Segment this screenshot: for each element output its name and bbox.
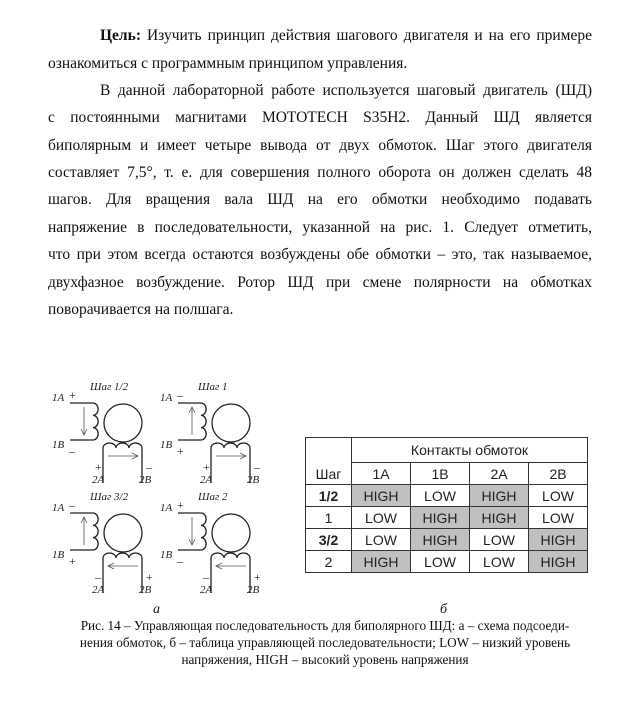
polarity-sign: + — [146, 570, 153, 584]
text-line: двухфазное возбуждение. Ротор ШД при смене полярности на обмотках — [48, 274, 592, 291]
text-line: что при этом всегда остаются возбуждены обе обмотки – это, так называемое, — [48, 246, 592, 263]
step-diagram — [160, 381, 261, 486]
step-header: Шаг — [306, 438, 352, 485]
text-line: ознакомиться с программным принципом управления. — [48, 55, 408, 72]
step-cell: 2 — [306, 551, 352, 573]
contacts-header: Контакты обмоток — [352, 438, 588, 463]
level-cell: LOW — [352, 529, 411, 551]
step-diagram — [52, 491, 153, 596]
polarity-sign: + — [69, 554, 76, 568]
polarity-sign: + — [177, 444, 184, 458]
polarity-sign: – — [146, 460, 152, 474]
terminal-1a-label: 1A — [160, 502, 173, 514]
current-arrow-icon — [108, 453, 138, 459]
polarity-sign: – — [69, 444, 75, 458]
level-cell: LOW — [470, 551, 529, 573]
table-row — [306, 507, 588, 529]
winding-diagram — [40, 375, 280, 605]
text-line: напряжение в последовательности, указанной на рис. 1. Следует отметить, — [48, 219, 592, 236]
step-title: Шаг 1 — [198, 381, 228, 393]
level-cell: HIGH — [529, 529, 588, 551]
column-header: 1A — [352, 463, 411, 485]
level-cell: LOW — [529, 507, 588, 529]
control-sequence-table — [305, 437, 588, 573]
terminal-1a-label: 1A — [52, 502, 65, 514]
terminal-1b-label: 1B — [160, 549, 173, 561]
terminal-1a-label: 1A — [160, 392, 173, 404]
table-row — [306, 551, 588, 573]
level-cell: LOW — [470, 529, 529, 551]
coil-2 — [103, 443, 142, 483]
caption-line: напряжения, HIGH – высокий уровень напряжения — [181, 652, 469, 667]
polarity-sign: + — [177, 498, 184, 512]
coil-2 — [103, 553, 142, 593]
level-cell: HIGH — [529, 551, 588, 573]
terminal-2a-label: 2A — [92, 584, 105, 596]
terminal-1b-label: 1B — [160, 439, 173, 451]
terminal-2a-label: 2A — [200, 584, 213, 596]
polarity-sign: – — [177, 388, 183, 402]
text-line: составляет 7,5°, т. е. для совершения полного оборота он должен сделать 48 — [48, 164, 592, 181]
current-arrow-icon — [81, 407, 87, 435]
level-cell: LOW — [411, 551, 470, 573]
text-line: В данной лабораторной работе используется шаговый двигатель (ШД) — [100, 82, 592, 99]
subfigure-label-a: а — [153, 602, 160, 617]
level-cell: HIGH — [470, 507, 529, 529]
step-title: Шаг 3/2 — [90, 491, 129, 503]
caption-line: Рис. 14 – Управляющая последовательность для биполярного ШД: а – схема подсоеди- — [80, 618, 570, 633]
polarity-sign: – — [95, 570, 101, 584]
table-row — [306, 485, 588, 507]
rotor-icon — [212, 514, 250, 552]
terminal-2b-label: 2B — [247, 584, 260, 596]
step-diagram — [160, 491, 261, 596]
polarity-sign: – — [254, 460, 260, 474]
level-cell: LOW — [352, 507, 411, 529]
current-arrow-icon — [216, 453, 246, 459]
current-arrow-icon — [81, 517, 87, 545]
step-cell: 1 — [306, 507, 352, 529]
polarity-sign: – — [177, 554, 183, 568]
level-cell: HIGH — [411, 529, 470, 551]
step-cell: 1/2 — [306, 485, 352, 507]
step-title: Шаг 2 — [198, 491, 228, 503]
terminal-1b-label: 1B — [52, 549, 65, 561]
rotor-icon — [104, 514, 142, 552]
text-line: биполярным и имеет четыре вывода от двух обмоток. Шаг этого двигателя — [48, 137, 592, 154]
terminal-1a-label: 1A — [52, 392, 65, 404]
polarity-sign: + — [69, 388, 76, 402]
goal-label: Цель: — [100, 27, 141, 44]
step-diagram — [52, 381, 153, 486]
terminal-2b-label: 2B — [139, 474, 152, 486]
column-header: 2A — [470, 463, 529, 485]
text-line: с постоянными магнитами MOTOTECH S35H2. Данный ШД является — [48, 109, 592, 126]
goal-paragraph: Цель: Изучить принцип действия шагового двигателя и на его примере — [100, 27, 592, 44]
table-row — [306, 529, 588, 551]
current-arrow-icon — [189, 517, 195, 545]
column-header: 2B — [529, 463, 588, 485]
text-line: поворачивается на полшага. — [48, 301, 234, 318]
rotor-icon — [212, 404, 250, 442]
caption-line: нения обмоток, б – таблица управляющей последовательности; LOW – низкий уровень — [79, 635, 571, 650]
current-arrow-icon — [189, 407, 195, 435]
terminal-2b-label: 2B — [139, 584, 152, 596]
coil-2 — [211, 443, 250, 483]
terminal-2a-label: 2A — [200, 474, 213, 486]
coil-2 — [211, 553, 250, 593]
polarity-sign: + — [203, 460, 210, 474]
subfigure-label-b: б — [440, 602, 448, 617]
level-cell: HIGH — [470, 485, 529, 507]
column-header: 1B — [411, 463, 470, 485]
current-arrow-icon — [108, 563, 138, 569]
terminal-2b-label: 2B — [247, 474, 260, 486]
polarity-sign: – — [203, 570, 209, 584]
text-line: шагов. Для вращения вала ШД на его обмотки необходимо подавать — [48, 191, 592, 208]
polarity-sign: + — [254, 570, 261, 584]
step-title: Шаг 1/2 — [90, 381, 129, 393]
polarity-sign: + — [95, 460, 102, 474]
level-cell: HIGH — [352, 551, 411, 573]
terminal-2a-label: 2A — [92, 474, 105, 486]
terminal-1b-label: 1B — [52, 439, 65, 451]
polarity-sign: – — [69, 498, 75, 512]
current-arrow-icon — [216, 563, 246, 569]
level-cell: HIGH — [352, 485, 411, 507]
step-cell: 3/2 — [306, 529, 352, 551]
level-cell: LOW — [529, 485, 588, 507]
level-cell: LOW — [411, 485, 470, 507]
rotor-icon — [104, 404, 142, 442]
level-cell: HIGH — [411, 507, 470, 529]
